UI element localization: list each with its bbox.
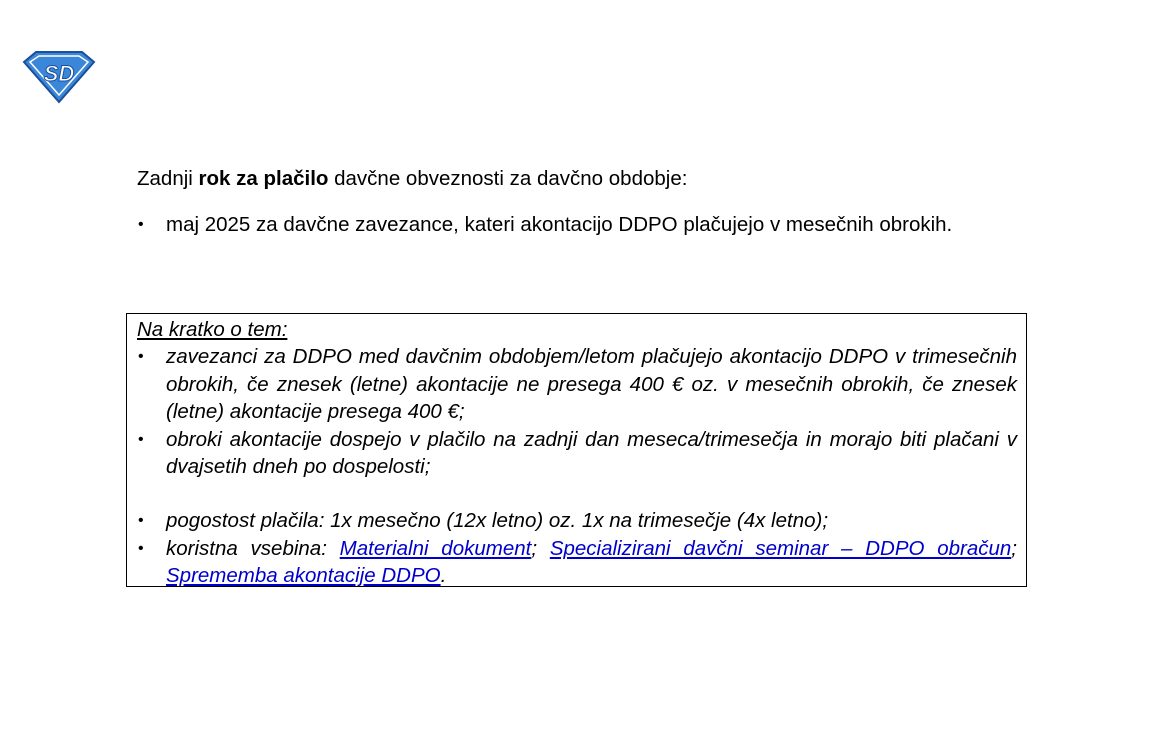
link-separator: ; [531,536,550,560]
link-separator: ; [1011,536,1017,560]
bullet-icon: • [138,430,144,448]
link-specializirani-seminar[interactable]: Specializirani davčni seminar – DDPO obračun [549,536,1012,560]
deadline-item-text: maj 2025 za davčne zavezance, kateri akontacijo DDPO plačujejo v mesečnih obrokih. [166,213,953,236]
item-end-punctuation: . [440,564,447,588]
intro-sentence [137,165,1021,193]
useful-content-label: koristna vsebina: [166,536,340,560]
link-materialni-dokument[interactable]: Materialni dokument [339,536,532,560]
summary-list [137,343,1017,589]
summary-item-text: pogostost plačila: 1x mesečno (12x letno) oz. 1x na trimesečje (4x letno); [166,509,829,533]
summary-item [137,426,1017,481]
deadline-item [137,205,1021,245]
bullet-icon: • [138,216,144,233]
bullet-icon: • [138,348,144,366]
intro-prefix: Zadnji [137,167,199,190]
summary-item-useful-content [137,535,1017,590]
summary-item-text: zavezanci za DDPO med davčnim obdobjem/letom plačujejo akontacijo DDPO v trimesečnih obrokih, če znesek (letne) akontacije ne presega 400 € oz. v mesečnih obrokih, če znesek (letne) akontacije presega 400 €; [166,345,1017,424]
intro-suffix: davčne obveznosti za davčno obdobje: [328,167,688,190]
summary-item-text: obroki akontacije dospejo v plačilo na zadnji dan meseca/trimesečja in morajo biti plačani v dvajsetih dneh po dospelosti; [166,427,1017,479]
logo-letters: SD [43,61,75,86]
link-sprememba-akontacije[interactable]: Sprememba akontacije DDPO [166,564,441,588]
summary-box [126,313,1027,587]
intro-bold-deadline: rok za plačilo [198,167,329,190]
bullet-icon: • [138,512,144,530]
sd-shield-logo-icon [22,48,96,104]
deadline-list [137,205,1021,245]
summary-item [137,507,1017,534]
summary-title: Na kratko o tem: [137,318,288,341]
bullet-icon: • [138,539,144,557]
summary-item [137,343,1017,425]
